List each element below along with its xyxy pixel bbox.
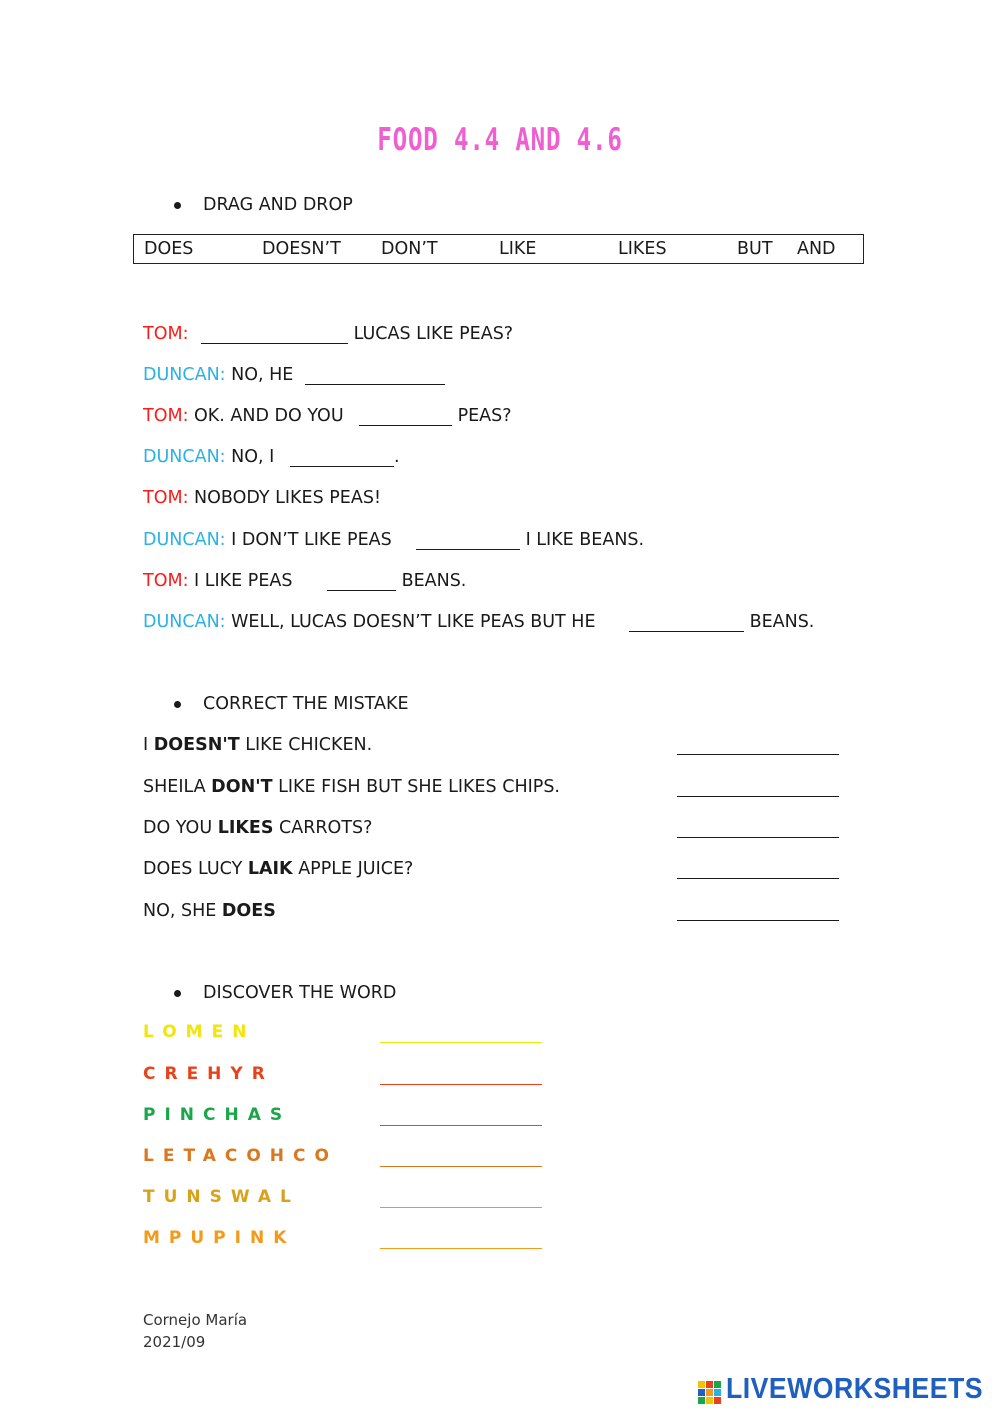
dialogue-blank[interactable] [629,631,744,632]
bullet-icon [174,701,181,708]
dialogue-text: BEANS. [396,571,467,591]
dialogue-blank[interactable] [290,466,394,467]
word-bank-item[interactable]: DOES [144,239,194,259]
speaker-tom: TOM: [143,488,189,508]
speaker-tom: TOM: [143,406,189,426]
mistake-text: DOES LUCY [143,859,248,879]
mistake-word: DON'T [211,777,273,797]
dialogue-line [143,363,299,387]
drag-drop-heading: DRAG AND DROP [203,195,353,215]
dialogue-text: NOBODY LIKES PEAS! [188,488,381,508]
speaker-duncan: DUNCAN: [143,447,226,467]
mistake-text: DO YOU [143,818,218,838]
dialogue-text: . [394,447,400,467]
dialogue-line [143,404,349,428]
dialogue-text: I DON’T LIKE PEAS [225,530,398,550]
dialogue-blank[interactable] [305,384,445,385]
dialogue-text: BEANS. [744,612,815,632]
answer-blank[interactable] [380,1084,542,1085]
speaker-duncan: DUNCAN: [143,530,226,550]
dialogue-line [143,445,280,469]
correct-heading: CORRECT THE MISTAKE [203,694,409,714]
dialogue-text: NO, I [225,447,280,467]
dialogue-line [143,610,601,634]
dialogue-text: WELL, LUCAS DOESN’T LIKE PEAS BUT HE [225,612,602,632]
word-bank-item[interactable]: DOESN’T [262,239,341,259]
mistake-word: LIKES [217,818,274,838]
answer-blank[interactable] [380,1125,542,1126]
mistake-sentence [143,775,560,799]
correction-blank[interactable] [677,878,839,879]
word-bank-item[interactable]: DON’T [381,239,438,259]
word-bank-item[interactable]: LIKES [618,239,667,259]
answer-blank[interactable] [380,1042,542,1043]
dialogue-text: I LIKE PEAS [188,571,299,591]
liveworksheets-logo-icon [698,1381,722,1405]
speaker-duncan: DUNCAN: [143,612,226,632]
answer-blank[interactable] [380,1248,542,1249]
speaker-tom: TOM: [143,324,189,344]
correction-blank[interactable] [677,837,839,838]
bullet-icon [174,990,181,997]
dialogue-blank[interactable] [327,590,396,591]
dialogue-blank[interactable] [359,425,452,426]
discover-heading: DISCOVER THE WORD [203,983,397,1003]
dialogue-text: I LIKE BEANS. [520,530,645,550]
mistake-sentence [143,733,372,757]
dialogue-blank[interactable] [416,549,520,550]
liveworksheets-logo[interactable]: LIVEWORKSHEETS [726,1373,983,1405]
dialogue-text: LUCAS LIKE PEAS? [348,324,514,344]
dialogue-text: NO, HE [225,365,299,385]
mistake-text: CARROTS? [273,818,373,838]
mistake-word: DOES [221,901,276,921]
mistake-text: APPLE JUICE? [292,859,414,879]
mistake-text: LIKE CHICKEN. [239,735,373,755]
scrambled-word: TUNSWAL [143,1187,300,1207]
scrambled-word: LOMEN [143,1022,256,1042]
bullet-icon [174,202,181,209]
dialogue-text [188,324,194,344]
word-bank-item[interactable]: LIKE [499,239,537,259]
mistake-text: SHEILA [143,777,212,797]
mistake-text: I [143,735,154,755]
mistake-sentence [143,899,276,923]
dialogue-blank[interactable] [201,343,348,344]
dialogue-line [143,528,397,552]
page-title: FOOD 4.4 AND 4.6 [377,122,623,158]
answer-blank[interactable] [380,1207,542,1208]
mistake-text: LIKE FISH BUT SHE LIKES CHIPS. [272,777,560,797]
mistake-word: DOESN'T [153,735,240,755]
mistake-text: NO, SHE [143,901,222,921]
speaker-duncan: DUNCAN: [143,365,226,385]
dialogue-text: OK. AND DO YOU [188,406,350,426]
dialogue-line [143,486,381,510]
scrambled-word: PINCHAS [143,1105,292,1125]
scrambled-word: CREHYR [143,1064,274,1084]
mistake-sentence [143,816,372,840]
correction-blank[interactable] [677,796,839,797]
date-text: 2021/09 [143,1333,206,1351]
mistake-sentence [143,857,413,881]
speaker-tom: TOM: [143,571,189,591]
scrambled-word: LETACOHCO [143,1146,338,1166]
mistake-word: LAIK [247,859,293,879]
dialogue-text: PEAS? [452,406,512,426]
correction-blank[interactable] [677,754,839,755]
correction-blank[interactable] [677,920,839,921]
dialogue-line [143,322,194,346]
author-name: Cornejo María [143,1311,248,1329]
answer-blank[interactable] [380,1166,542,1167]
word-bank-item[interactable]: AND [797,239,836,259]
scrambled-word: MPUPINK [143,1228,296,1248]
dialogue-line [143,569,298,593]
word-bank-item[interactable]: BUT [737,239,773,259]
